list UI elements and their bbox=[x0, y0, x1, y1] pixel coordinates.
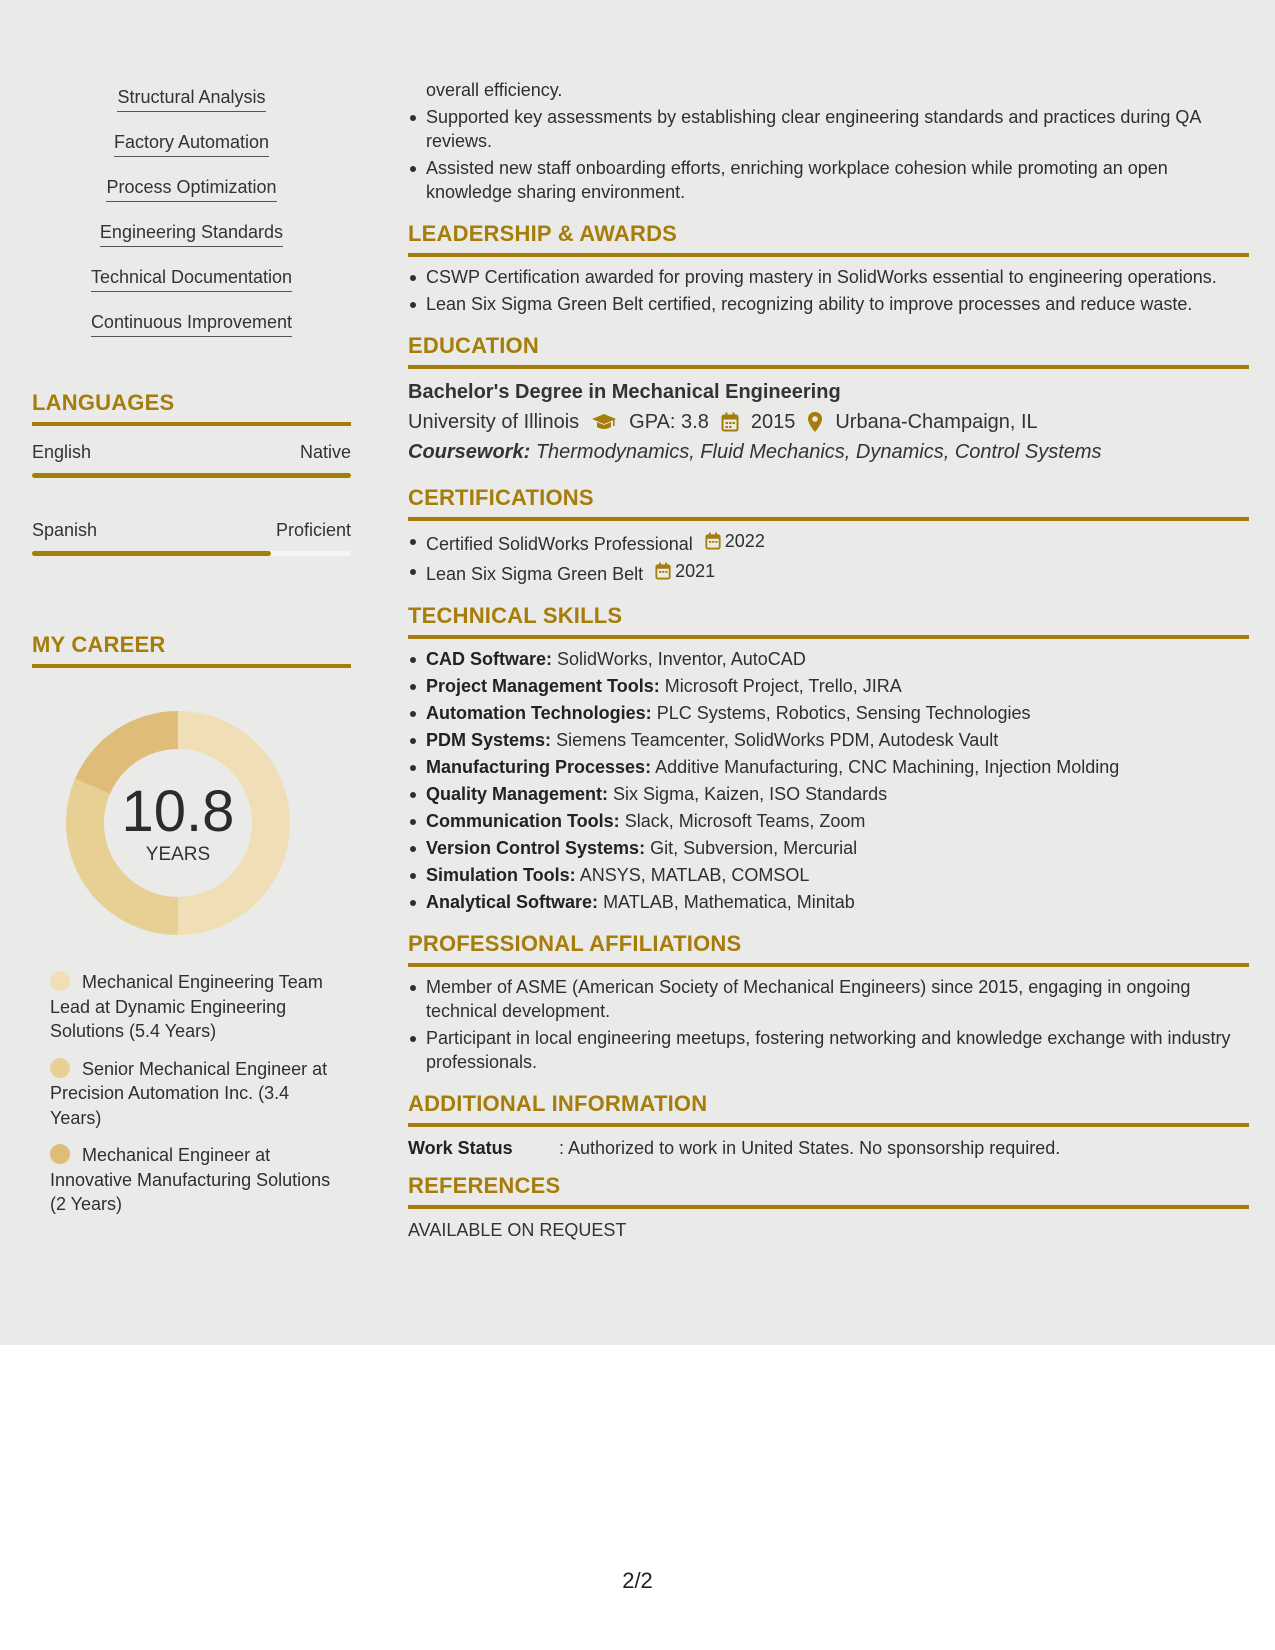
skill-tag: Technical Documentation bbox=[32, 266, 351, 311]
language-name: Spanish bbox=[32, 520, 98, 540]
affiliations-heading: PROFESSIONAL AFFILIATIONS bbox=[408, 931, 1249, 967]
skill-tag: Structural Analysis bbox=[32, 86, 351, 131]
graduation-year: 2015 bbox=[750, 411, 796, 433]
skill-item: Communication Tools: Slack, Microsoft Teams, Zoom bbox=[408, 809, 1249, 833]
skill-item: Simulation Tools: ANSYS, MATLAB, COMSOL bbox=[408, 863, 1249, 887]
skill-item: Automation Technologies: PLC Systems, Robotics, Sensing Technologies bbox=[408, 701, 1249, 725]
school-name: University of Illinois bbox=[408, 411, 580, 433]
skill-item: PDM Systems: Siemens Teamcenter, SolidWorks PDM, Autodesk Vault bbox=[408, 728, 1249, 752]
career-years-unit: YEARS bbox=[145, 844, 211, 865]
certification-item: Lean Six Sigma Green Belt 2021 bbox=[408, 559, 1249, 586]
bullet-item: Supported key assessments by establishing clear engineering standards and practices during QA reviews. bbox=[408, 105, 1249, 153]
gpa: GPA: 3.8 bbox=[629, 411, 709, 433]
coursework: Coursework: Thermodynamics, Fluid Mechanics, Dynamics, Control Systems bbox=[408, 441, 1102, 463]
work-status-value: : Authorized to work in United States. No sponsorship required. bbox=[559, 1138, 1061, 1158]
skill-item: Version Control Systems: Git, Subversion, Mercurial bbox=[408, 836, 1249, 860]
certifications-heading: CERTIFICATIONS bbox=[408, 485, 1249, 521]
language-bar-fill bbox=[32, 473, 351, 478]
leadership-bullets bbox=[408, 265, 1249, 316]
language-row bbox=[32, 520, 351, 541]
degree-title: Bachelor's Degree in Mechanical Engineering bbox=[408, 381, 841, 403]
language-level: Proficient bbox=[275, 520, 351, 540]
skill-item: CAD Software: SolidWorks, Inventor, AutoCAD bbox=[408, 647, 1249, 671]
bullet-item: CSWP Certification awarded for proving mastery in SolidWorks essential to engineering operations. bbox=[408, 265, 1249, 289]
bullet-item: Assisted new staff onboarding efforts, enriching workplace cohesion while promoting an open knowledge sharing environment. bbox=[408, 156, 1249, 204]
skill-tag: Factory Automation bbox=[32, 131, 351, 176]
language-row bbox=[32, 442, 351, 463]
calendar-icon bbox=[705, 532, 721, 550]
experience-bullets bbox=[408, 105, 1249, 204]
leadership-heading: LEADERSHIP & AWARDS bbox=[408, 221, 1249, 257]
skill-tags bbox=[32, 86, 351, 356]
work-status-row bbox=[408, 1135, 1249, 1161]
education-heading: EDUCATION bbox=[408, 333, 1249, 369]
calendar-icon bbox=[655, 562, 671, 580]
bullet-item: Lean Six Sigma Green Belt certified, recognizing ability to improve processes and reduce waste. bbox=[408, 292, 1249, 316]
additional-info-heading: ADDITIONAL INFORMATION bbox=[408, 1091, 1249, 1127]
affiliations-bullets bbox=[408, 975, 1249, 1074]
legend-dot bbox=[50, 971, 70, 991]
main-column bbox=[408, 78, 1249, 1243]
language-bar bbox=[32, 551, 351, 556]
language-name: English bbox=[32, 442, 92, 462]
career-legend-item: Senior Mechanical Engineer at Precision Automation Inc. (3.4 Years) bbox=[50, 1058, 328, 1128]
career-heading: MY CAREER bbox=[32, 632, 351, 668]
map-pin-icon bbox=[807, 411, 823, 433]
technical-skills-heading: TECHNICAL SKILLS bbox=[408, 603, 1249, 639]
references-text: AVAILABLE ON REQUEST bbox=[408, 1220, 627, 1240]
page-number: 2/2 bbox=[622, 1568, 653, 1593]
career-section bbox=[32, 632, 351, 1214]
references-heading: REFERENCES bbox=[408, 1173, 1249, 1209]
career-total-years: 10.8 bbox=[121, 779, 235, 844]
legend-dot bbox=[50, 1144, 70, 1164]
career-legend bbox=[50, 970, 335, 1230]
skill-tag: Continuous Improvement bbox=[32, 311, 351, 356]
skill-item: Quality Management: Six Sigma, Kaizen, ISO Standards bbox=[408, 782, 1249, 806]
technical-skills-list bbox=[408, 647, 1249, 914]
languages-heading: LANGUAGES bbox=[32, 390, 351, 426]
career-legend-item: Mechanical Engineering Team Lead at Dynamic Engineering Solutions (5.4 Years) bbox=[50, 972, 323, 1041]
bullet-item: Participant in local engineering meetups, fostering networking and knowledge exchange with industry professionals. bbox=[408, 1026, 1249, 1074]
school-location: Urbana-Champaign, IL bbox=[835, 411, 1038, 433]
language-level: Native bbox=[299, 442, 351, 462]
certifications-list bbox=[408, 529, 1249, 586]
career-legend-item: Mechanical Engineer at Innovative Manufacturing Solutions (2 Years) bbox=[50, 1145, 331, 1214]
language-bar bbox=[32, 473, 351, 478]
skill-tag: Process Optimization bbox=[32, 176, 351, 221]
education-details bbox=[408, 407, 1249, 437]
skill-tag: Engineering Standards bbox=[32, 221, 351, 266]
calendar-icon bbox=[721, 412, 739, 432]
work-status-label: Work Status bbox=[408, 1138, 513, 1158]
language-bar-fill bbox=[32, 551, 271, 556]
certification-item: Certified SolidWorks Professional 2022 bbox=[408, 529, 1249, 556]
languages-section bbox=[32, 390, 351, 556]
legend-dot bbox=[50, 1058, 70, 1078]
skill-item: Analytical Software: MATLAB, Mathematica, Minitab bbox=[408, 890, 1249, 914]
skill-item: Manufacturing Processes: Additive Manufacturing, CNC Machining, Injection Molding bbox=[408, 755, 1249, 779]
graduation-cap-icon bbox=[591, 412, 617, 432]
experience-continuation: overall efficiency. bbox=[426, 80, 563, 100]
bullet-item: Member of ASME (American Society of Mechanical Engineers) since 2015, engaging in ongoing technical development. bbox=[408, 975, 1249, 1023]
skill-item: Project Management Tools: Microsoft Project, Trello, JIRA bbox=[408, 674, 1249, 698]
